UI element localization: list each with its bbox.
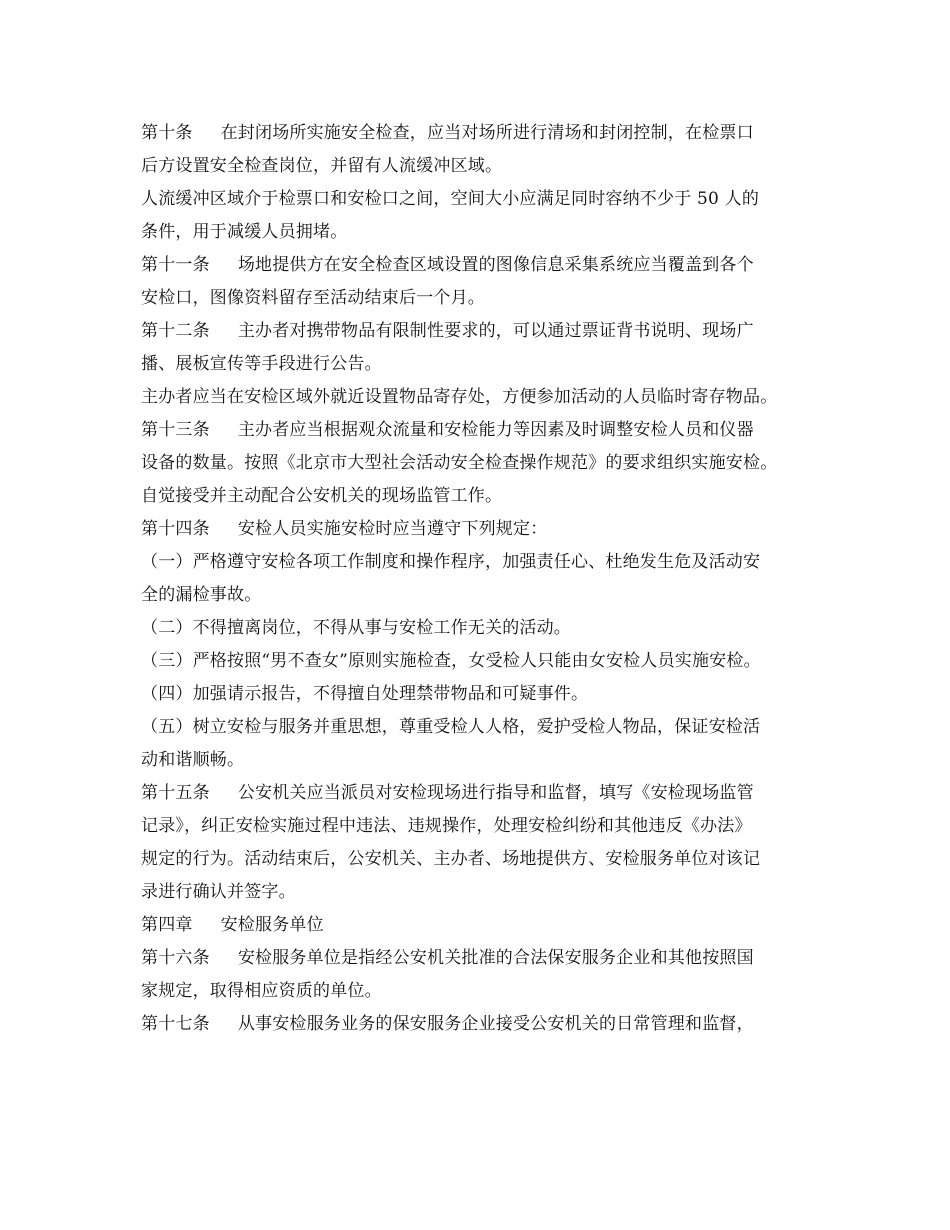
text-line	[141, 249, 841, 282]
article-heading: 第十条	[141, 123, 193, 143]
text-line	[141, 282, 841, 315]
text-line	[141, 678, 841, 711]
article-heading: 第十五条	[141, 783, 210, 803]
line-text: 安检人员实施安检时应当遵守下列规定：	[237, 519, 548, 539]
text-line	[141, 612, 841, 645]
text-line	[141, 579, 841, 612]
line-text: 家规定，取得相应资质的单位。	[141, 981, 382, 1001]
line-text: （三）严格按照“男不查女”原则实施检查，女受检人只能由女安检人员实施安检。	[141, 651, 761, 671]
text-line	[141, 810, 841, 843]
line-text: 安检口，图像资料留存至活动结束后一个月。	[141, 288, 485, 308]
document-body	[141, 117, 841, 1041]
line-text: 自觉接受并主动配合公安机关的现场监管工作。	[141, 486, 503, 506]
article-heading: 第十七条	[141, 1014, 210, 1034]
text-line	[141, 381, 841, 414]
article-heading: 第十六条	[141, 948, 210, 968]
line-text: （五）树立安检与服务并重思想，尊重受检人人格，爱护受检人物品，保证安检活	[141, 717, 761, 737]
article-heading: 第十三条	[141, 420, 210, 440]
text-line	[141, 117, 841, 150]
text-line	[141, 183, 841, 216]
line-text: 安检服务单位	[220, 915, 324, 935]
line-text: 主办者应当根据观众流量和安检能力等因素及时调整安检人员和仪器	[237, 420, 754, 440]
text-line	[141, 447, 841, 480]
line-text: 公安机关应当派员对安检现场进行指导和监督，填写《安检现场监管	[237, 783, 754, 803]
line-text: 安检服务单位是指经公安机关批准的合法保安服务企业和其他按照国	[237, 948, 754, 968]
line-text: 动和谐顺畅。	[141, 750, 245, 770]
line-text: （一）严格遵守安检各项工作制度和操作程序，加强责任心、杜绝发生危及活动安	[141, 552, 761, 572]
text-line	[141, 645, 841, 678]
line-text: 后方设置安全检查岗位，并留有人流缓冲区域。	[141, 156, 503, 176]
text-line	[141, 348, 841, 381]
text-line	[141, 414, 841, 447]
line-text: 在封闭场所实施安全检查，应当对场所进行清场和封闭控制，在检票口	[220, 123, 754, 143]
line-text: 全的漏检事故。	[141, 585, 262, 605]
text-line	[141, 480, 841, 513]
chapter-heading: 第四章	[141, 915, 193, 935]
text-line	[141, 777, 841, 810]
text-line	[141, 1008, 841, 1041]
line-text: 设备的数量。按照《北京市大型社会活动安全检查操作规范》的要求组织实施安检。	[141, 453, 778, 473]
line-text: 记录》，纠正安检实施过程中违法、违规操作，处理安检纠纷和其他违反《办法》	[141, 816, 752, 836]
line-text: 主办者对携带物品有限制性要求的，可以通过票证背书说明、现场广	[237, 321, 754, 341]
article-heading: 第十二条	[141, 321, 210, 341]
text-line	[141, 711, 841, 744]
line-text: 条件，用于减缓人员拥堵。	[141, 222, 348, 242]
text-line	[141, 150, 841, 183]
text-line	[141, 876, 841, 909]
line-text: 规定的行为。活动结束后，公安机关、主办者、场地提供方、安检服务单位对该记	[141, 849, 761, 869]
text-line	[141, 216, 841, 249]
article-heading: 第十一条	[141, 255, 210, 275]
line-text: （四）加强请示报告，不得擅自处理禁带物品和可疑事件。	[141, 684, 589, 704]
text-line	[141, 546, 841, 579]
line-text: 场地提供方在安全检查区域设置的图像信息采集系统应当覆盖到各个	[237, 255, 754, 275]
line-text: （二）不得擅离岗位，不得从事与安检工作无关的活动。	[141, 618, 571, 638]
text-line	[141, 843, 841, 876]
article-heading: 第十四条	[141, 519, 210, 539]
line-text: 人流缓冲区域介于检票口和安检口之间，空间大小应满足同时容纳不少于 50 人的	[141, 189, 760, 209]
line-text: 播、展板宣传等手段进行公告。	[141, 354, 382, 374]
text-line	[141, 513, 841, 546]
line-text: 录进行确认并签字。	[141, 882, 296, 902]
line-text: 主办者应当在安检区域外就近设置物品寄存处，方便参加活动的人员临时寄存物品。	[141, 387, 778, 407]
text-line	[141, 315, 841, 348]
text-line	[141, 909, 841, 942]
text-line	[141, 975, 841, 1008]
text-line	[141, 942, 841, 975]
line-text: 从事安检服务业务的保安服务企业接受公安机关的日常管理和监督，	[237, 1014, 754, 1034]
text-line	[141, 744, 841, 777]
